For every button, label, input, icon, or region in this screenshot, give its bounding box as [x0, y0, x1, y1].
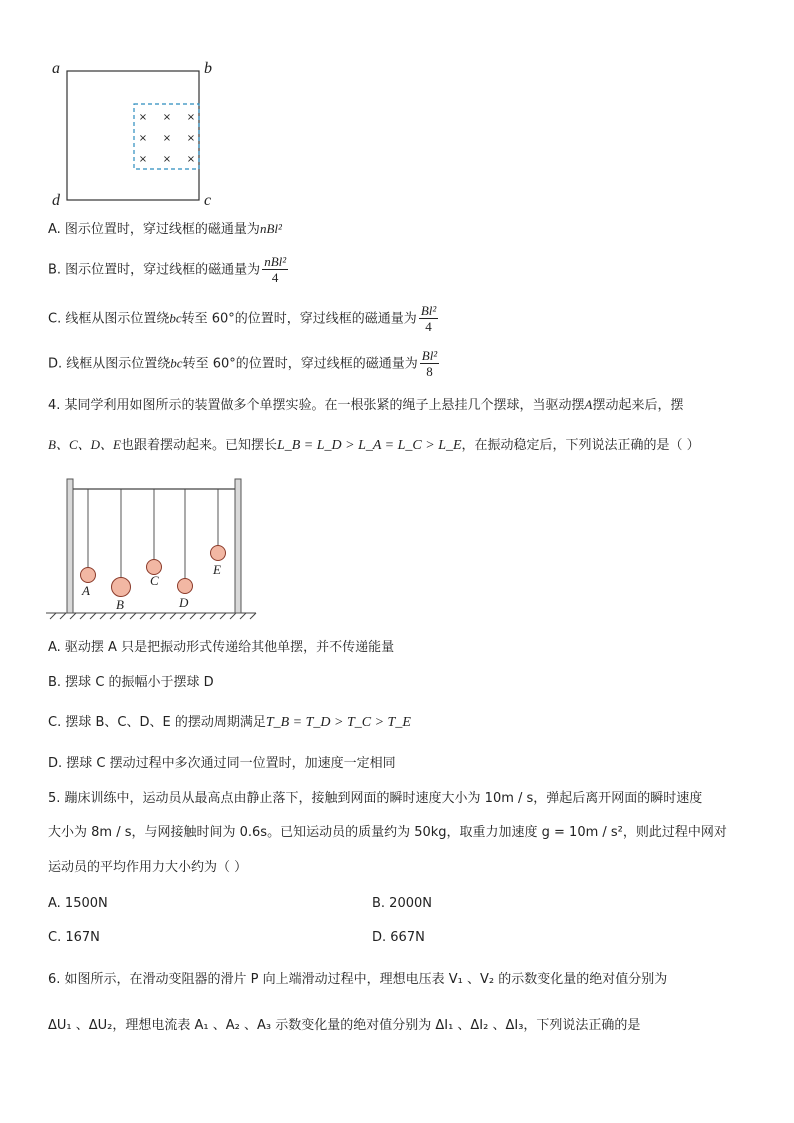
numerator: nBl²	[264, 254, 287, 269]
axis-label: bc	[169, 310, 182, 326]
vertex-label-b: b	[204, 60, 212, 77]
ball-label-d: D	[179, 595, 189, 610]
question-text: 也跟着摆动起来。已知摆长	[120, 438, 277, 453]
ball-label-c: C	[150, 573, 159, 588]
option-text: 转至 60°的位置时，穿过线框的磁通量为	[181, 311, 417, 327]
coil-figure	[40, 58, 260, 208]
q5-option-c: C. 167N	[48, 930, 100, 945]
question-text: 摆动起来后，摆	[592, 398, 684, 413]
field-mark: ×	[186, 133, 196, 144]
pendulum-ball-d	[178, 579, 193, 594]
q4-option-b: B. 摆球 C 的振幅小于摆球 D	[48, 675, 214, 690]
option-text: B. 图示位置时，穿过线框的磁通量为	[48, 262, 261, 278]
pendulum-ball-a	[81, 568, 96, 583]
numerator: Bl²	[420, 303, 437, 318]
question-text: 4. 某同学利用如图所示的装置做多个单摆实验。在一根张紧的绳子上悬挂几个摆球，当驱动摆	[48, 398, 585, 413]
fraction	[420, 348, 439, 380]
pendulum-ball-b	[112, 578, 131, 597]
fraction	[262, 254, 288, 286]
pendulum-figure	[44, 475, 264, 625]
option-text: 转至 60°的位置时，穿过线框的磁通量为	[182, 356, 418, 372]
q4-option-a: A. 驱动摆 A 只是把振动形式传递给其他单摆，并不传递能量	[48, 640, 395, 655]
pendulum-ball-e	[211, 546, 226, 561]
q6-stem-line2: ΔU₁ 、ΔU₂，理想电流表 A₁ 、A₂ 、A₃ 示数变化量的绝对值分别为 ΔI₁ 、ΔI₂ 、ΔI₃，下列说法正确的是	[48, 1018, 641, 1033]
q5-option-b: B. 2000N	[372, 896, 432, 911]
q5-option-a: A. 1500N	[48, 896, 108, 911]
q3-option-c	[48, 303, 438, 335]
denominator: 4	[271, 270, 279, 285]
q4-option-d: D. 摆球 C 摆动过程中多次通过同一位置时，加速度一定相同	[48, 756, 396, 771]
ball-label-e: E	[213, 562, 221, 577]
field-mark: ×	[162, 154, 172, 165]
field-mark: ×	[162, 112, 172, 123]
option-text: D. 线框从图示位置绕	[48, 356, 171, 372]
formula: nBl²	[259, 221, 282, 236]
axis-label: bc	[170, 355, 183, 371]
q6-stem-line1: 6. 如图所示，在滑动变阻器的滑片 P 向上端滑动过程中，理想电压表 V₁ 、V₂ 的示数变化量的绝对值分别为	[48, 972, 668, 987]
field-mark: ×	[138, 112, 148, 123]
numerator: Bl²	[421, 348, 438, 363]
field-mark: ×	[162, 133, 172, 144]
field-mark: ×	[186, 154, 196, 165]
field-mark: ×	[138, 154, 148, 165]
q3-option-d	[48, 348, 439, 380]
question-text: ，在振动稳定后，下列说法正确的是（ ）	[461, 438, 700, 453]
vertex-label-d: d	[52, 192, 60, 208]
q3-option-a	[48, 219, 282, 240]
ball-label-b: B	[116, 597, 124, 612]
q4-stem-line2	[48, 435, 700, 456]
q3-option-b	[48, 254, 288, 286]
ball-label-a: A	[82, 583, 90, 598]
coil-frame	[67, 71, 199, 200]
variable-list: B、C、D、E	[48, 437, 121, 452]
q5-stem-line2: 大小为 8m / s，与网接触时间为 0.6s。已知运动员的质量约为 50kg，取重力加速度 g = 10m / s²，则此过程中网对	[48, 825, 727, 840]
q5-stem-line3: 运动员的平均作用力大小约为（ ）	[48, 860, 248, 875]
option-text: A. 图示位置时，穿过线框的磁通量为	[48, 222, 260, 237]
q4-stem-line1	[48, 395, 684, 416]
vertex-label-c: c	[204, 192, 212, 208]
q4-option-c	[48, 713, 411, 733]
variable: A	[584, 397, 593, 412]
denominator: 4	[425, 319, 432, 334]
left-post	[67, 479, 73, 613]
vertex-label-a: a	[52, 60, 60, 77]
formula: T_B = T_D > T_C > T_E	[265, 715, 411, 730]
option-text: C. 线框从图示位置绕	[48, 311, 170, 327]
field-mark: ×	[186, 112, 196, 123]
denominator: 8	[426, 364, 433, 379]
right-post	[235, 479, 241, 613]
option-text: C. 摆球 B、C、D、E 的摆动周期满足	[48, 715, 266, 730]
q5-stem-line1: 5. 蹦床训练中，运动员从最高点由静止落下，接触到网面的瞬时速度大小为 10m / s，弹起后离开网面的瞬时速度	[48, 791, 703, 806]
q5-option-d: D. 667N	[372, 930, 425, 945]
field-mark: ×	[138, 133, 148, 144]
fraction	[419, 303, 438, 335]
formula: L_B = L_D > L_A = L_C > L_E	[276, 438, 462, 453]
